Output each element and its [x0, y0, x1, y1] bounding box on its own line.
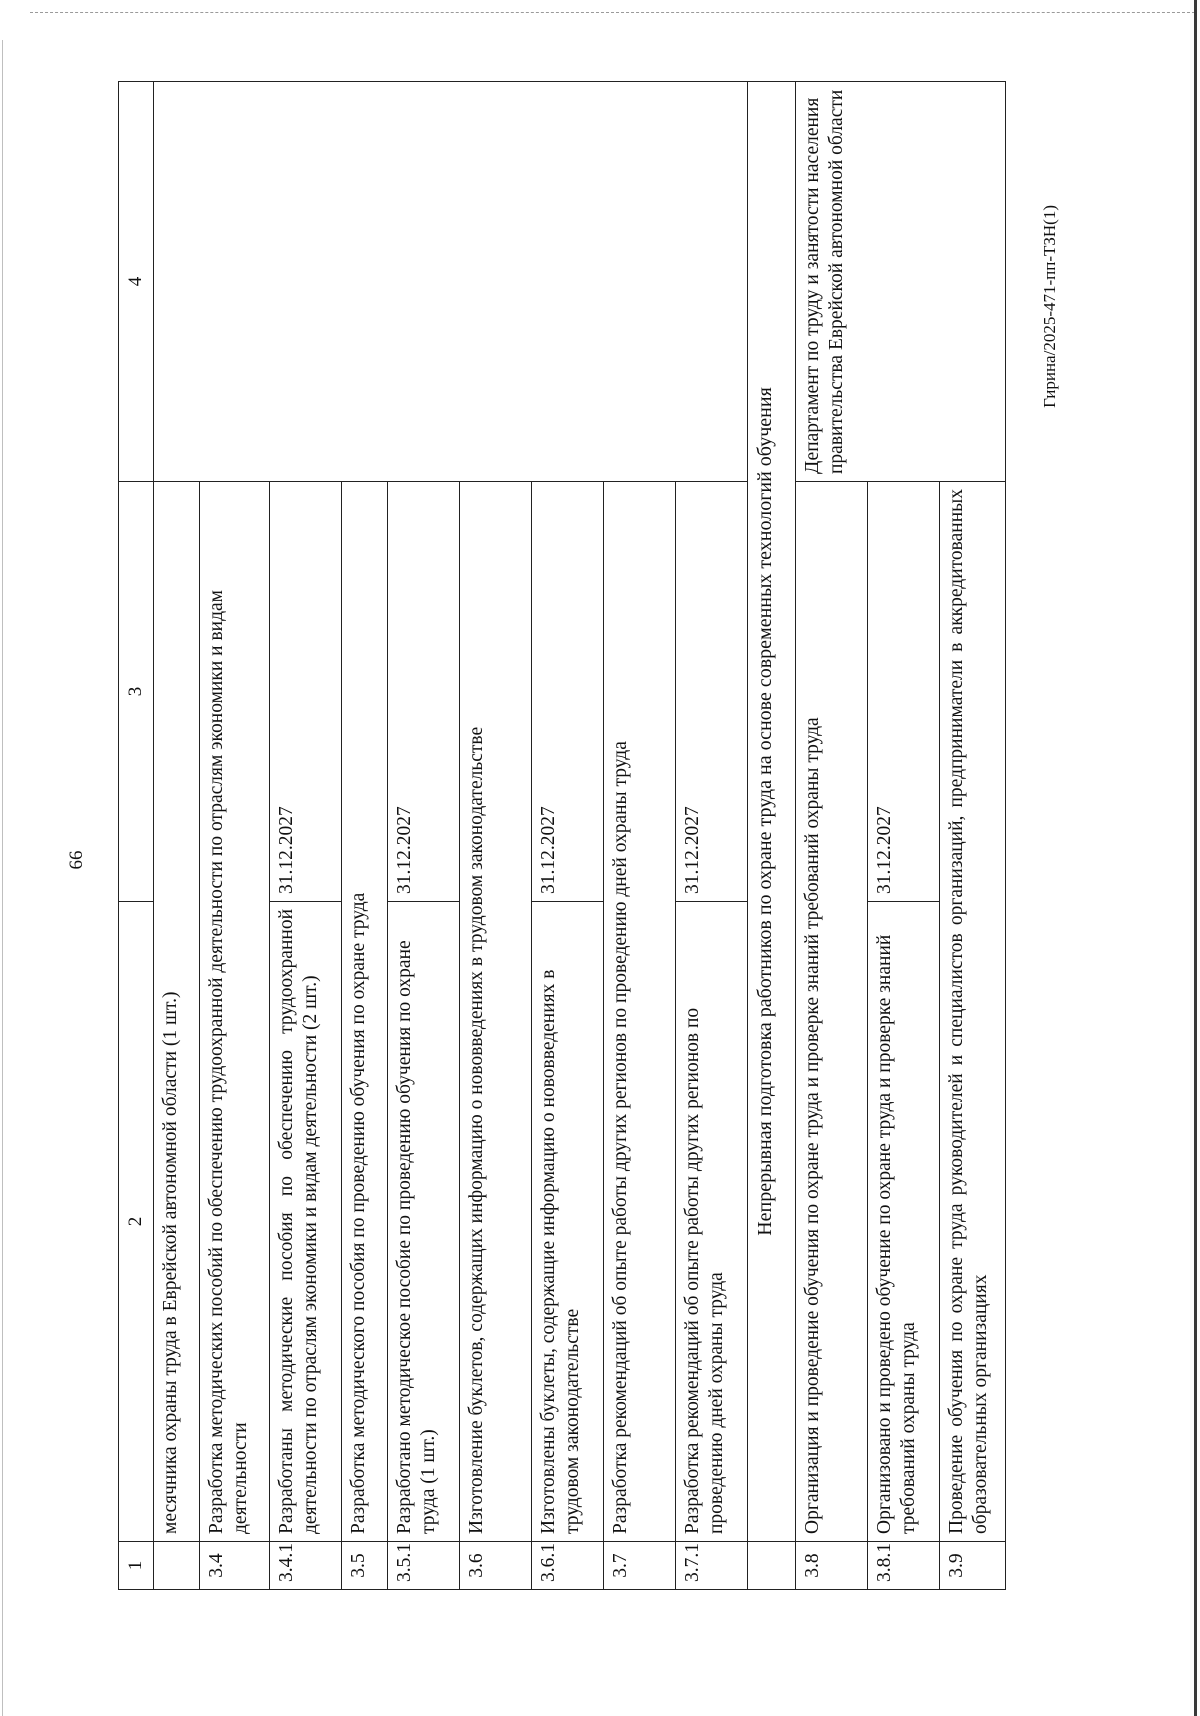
row-text: Разработка методического пособия по проведению обучения по охране труда	[342, 482, 388, 1542]
row-number: 3.6.1	[532, 1542, 604, 1590]
row-date: 31.12.2027	[676, 482, 748, 902]
scan-edge-right	[1194, 0, 1197, 1716]
row-date: 31.12.2027	[270, 482, 342, 902]
row-number: 3.7	[604, 1542, 676, 1590]
responsible-department: Департамент по труду и занятости населения правительства Еврейской автономной области	[796, 82, 1006, 482]
row-number	[154, 1542, 200, 1590]
row-text: Разработаны методические пособия по обеспечению трудоохранной деятельности по отраслям экономики и видам деятельности (2 шт.)	[270, 902, 342, 1542]
row-text: Изготовление буклетов, содержащих информацию о нововведениях в трудовом законодательстве	[460, 482, 532, 1542]
row-text: месячника охраны труда в Еврейской автономной области (1 шт.)	[154, 482, 200, 1542]
row-number	[748, 1542, 796, 1590]
page-number: 66	[66, 850, 87, 870]
scan-edge-top	[30, 12, 1195, 13]
row-text: Проведение обучения по охране труда руководителей и специалистов организаций, предприниматели в аккредитованных образовательных организациях	[940, 482, 1006, 1542]
row-date: 31.12.2027	[868, 482, 940, 902]
responsible-empty	[154, 82, 748, 482]
column-header-3: 3	[119, 482, 154, 902]
section-title: Непрерывная подготовка работников по охране труда на основе современных технологий обучения	[748, 82, 796, 1542]
row-date: 31.12.2027	[532, 482, 604, 902]
row-text: Изготовлены буклеты, содержащие информацию о нововведениях в трудовом законодательстве	[532, 902, 604, 1542]
table-row	[796, 82, 868, 1590]
rotated-page	[0, 60, 1104, 1660]
column-header-4: 4	[119, 82, 154, 482]
row-number: 3.6	[460, 1542, 532, 1590]
table-header-row	[119, 82, 154, 1590]
row-number: 3.7.1	[676, 1542, 748, 1590]
row-number: 3.8	[796, 1542, 868, 1590]
column-header-1: 1	[119, 1542, 154, 1590]
row-text: Разработка рекомендаций об опыте работы других регионов по проведению дней охраны труда	[676, 902, 748, 1542]
section-row	[748, 82, 796, 1590]
table-row	[154, 82, 200, 1590]
row-text: Разработано методическое пособие по проведению обучения по охране труда (1 шт.)	[388, 902, 460, 1542]
row-text: Разработка методических пособий по обеспечению трудоохранной деятельности по отраслям экономики и видам деятельности	[200, 482, 270, 1542]
row-text: Организовано и проведено обучение по охране труда и проверке знаний требований охраны труда	[868, 902, 940, 1542]
plan-table	[118, 81, 1006, 1590]
row-number: 3.8.1	[868, 1542, 940, 1590]
row-text: Организация и проведение обучения по охране труда и проверке знаний требований охраны труда	[796, 482, 868, 1542]
row-number: 3.4.1	[270, 1542, 342, 1590]
row-number: 3.4	[200, 1542, 270, 1590]
column-header-2: 2	[119, 902, 154, 1542]
row-text: Разработка рекомендаций об опыте работы других регионов по проведению дней охраны труда	[604, 482, 676, 1542]
row-number: 3.5.1	[388, 1542, 460, 1590]
document-code: Гирина/2025-471-пп-ТЗН(1)	[1040, 205, 1059, 408]
row-date: 31.12.2027	[388, 482, 460, 902]
row-number: 3.5	[342, 1542, 388, 1590]
row-number: 3.9	[940, 1542, 1006, 1590]
